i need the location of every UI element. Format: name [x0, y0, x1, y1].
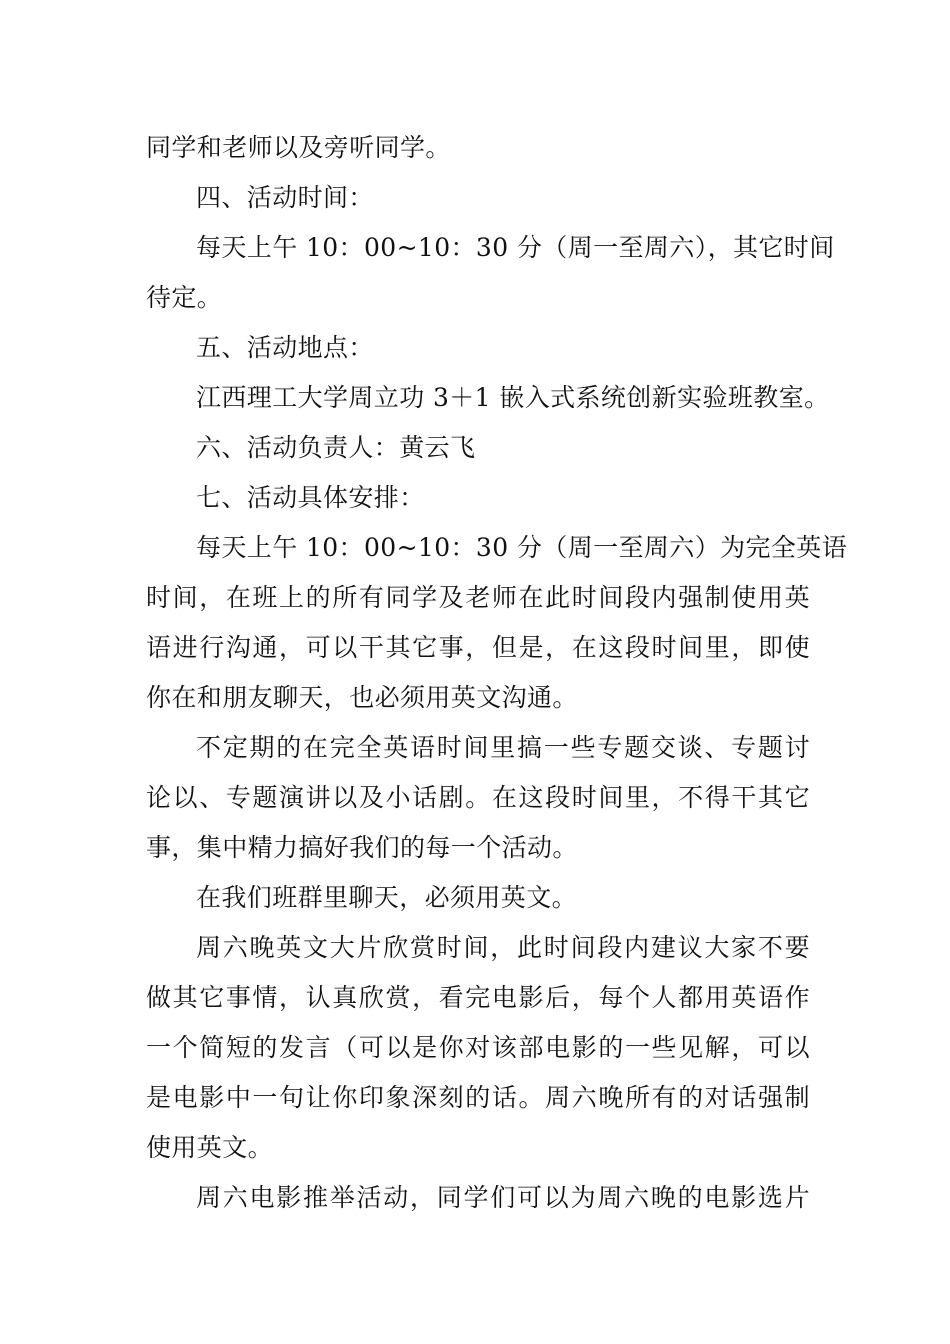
text-line: 每天上午 10：00~10：30 分（周一至周六），其它时间 [196, 233, 835, 262]
text-line: 不定期的在完全英语时间里搞一些专题交谈、专题讨 [196, 733, 810, 762]
text-line: 做其它事情，认真欣赏，看完电影后，每个人都用英语作 [146, 983, 810, 1012]
section-heading-time: 四、活动时间： [196, 183, 374, 212]
text-line: 论以、专题演讲以及小话剧。在这段时间里，不得干其它 [146, 783, 810, 812]
section-heading-location: 五、活动地点： [196, 333, 374, 362]
text-line: 江西理工大学周立功 3＋1 嵌入式系统创新实验班教室。 [196, 383, 830, 412]
text-line: 待定。 [146, 283, 223, 312]
text-line: 一个简短的发言（可以是你对该部电影的一些见解，可以 [146, 1033, 810, 1062]
text-line: 事，集中精力搞好我们的每一个活动。 [146, 833, 578, 862]
text-line: 使用英文。 [146, 1133, 274, 1162]
text-line: 同学和老师以及旁听同学。 [146, 133, 451, 162]
text-line: 在我们班群里聊天，必须用英文。 [196, 883, 578, 912]
section-heading-arrangement: 七、活动具体安排： [196, 483, 425, 512]
text-line: 周六晚英文大片欣赏时间，此时间段内建议大家不要 [196, 933, 810, 962]
text-line: 时间，在班上的所有同学及老师在此时间段内强制使用英 [146, 583, 810, 612]
section-heading-owner: 六、活动负责人：黄云飞 [196, 433, 476, 462]
text-line: 每天上午 10：00~10：30 分（周一至周六）为完全英语 [196, 533, 848, 562]
text-line: 你在和朋友聊天，也必须用英文沟通。 [146, 683, 578, 712]
text-line: 语进行沟通，可以干其它事，但是，在这段时间里，即使 [146, 633, 810, 662]
text-line: 是电影中一句让你印象深刻的话。周六晚所有的对话强制 [146, 1083, 810, 1112]
text-line: 周六电影推举活动，同学们可以为周六晚的电影选片 [196, 1183, 810, 1212]
